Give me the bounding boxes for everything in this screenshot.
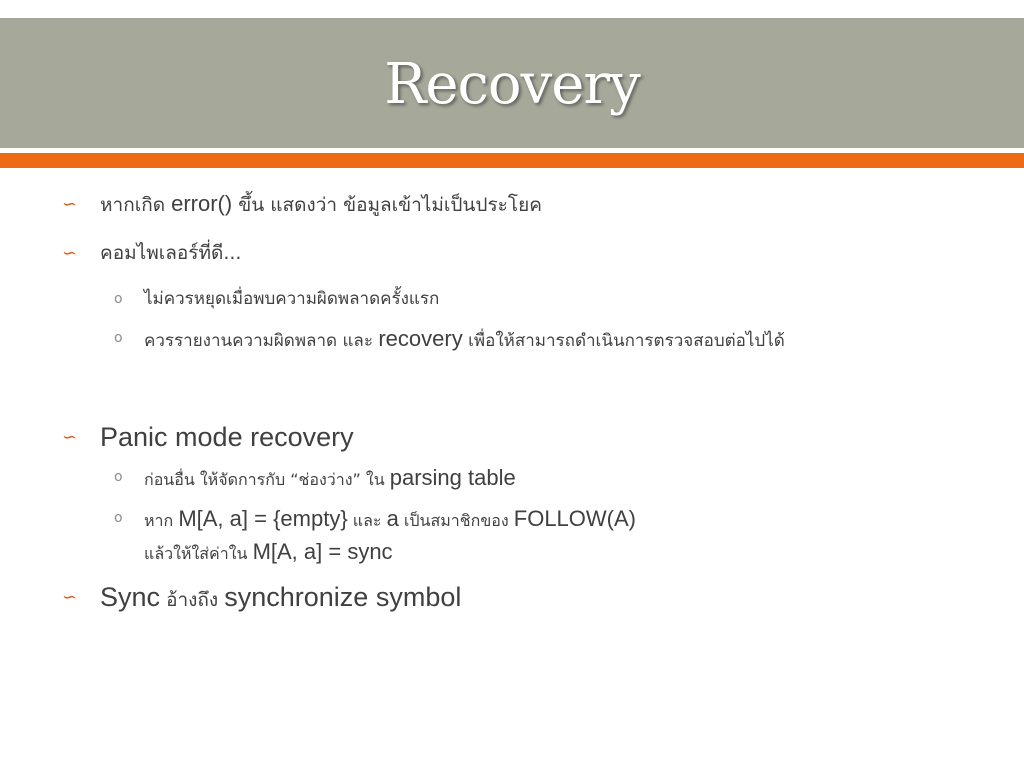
bullet-text: อ้างถึง	[160, 589, 225, 611]
bullet-text: ก่อนอื่น ให้จัดการกับ “ช่องว่าง” ใน	[144, 470, 390, 489]
swirl-bullet-icon: ∽	[62, 587, 78, 608]
bullet-text: synchronize symbol	[224, 582, 462, 612]
bullet-text: M[A, a] = {empty}	[178, 506, 348, 531]
bullet-text: คอมไพเลอร์ที่ดี...	[100, 242, 242, 264]
circle-bullet-icon: o	[114, 510, 123, 526]
swirl-bullet-icon: ∽	[62, 243, 78, 264]
bullet-text: หากเกิด	[100, 194, 172, 216]
swirl-bullet-icon: ∽	[62, 427, 78, 448]
bullet-text: Sync	[100, 582, 161, 612]
bullet-text: recovery	[378, 326, 463, 351]
bullet-text: แล้วให้ใส่ค่าใน	[144, 544, 253, 563]
slide-title: Recovery	[384, 52, 640, 117]
bullet-text: และ	[347, 511, 387, 530]
bullet-text: ไม่ควรหยุดเมื่อพบความผิดพลาดครั้งแรก	[144, 289, 440, 309]
bullet-text: ควรรายงานความผิดพลาด และ	[144, 331, 379, 351]
bullet-text: Panic mode recovery	[100, 422, 354, 452]
bullet-text: a	[386, 506, 399, 531]
bullet-text: FOLLOW(A)	[513, 506, 636, 531]
bullet-text: M[A, a] = sync	[252, 539, 393, 564]
bullet-text: error()	[171, 191, 233, 216]
circle-bullet-icon: o	[114, 469, 123, 485]
bullet-text: หาก	[144, 511, 179, 530]
bullet-text: parsing table	[389, 465, 516, 490]
bullet-text: เพื่อให้สามารถดำเนินการตรวจสอบต่อไปได้	[462, 331, 785, 351]
bullet-text: เป็นสมาชิกของ	[398, 511, 514, 530]
circle-bullet-icon: o	[114, 291, 123, 307]
bullet-text: ขึ้น แสดงว่า ข้อมูลเข้าไม่เป็นประโยค	[232, 194, 542, 216]
swirl-bullet-icon: ∽	[62, 194, 78, 215]
circle-bullet-icon: o	[114, 330, 123, 346]
